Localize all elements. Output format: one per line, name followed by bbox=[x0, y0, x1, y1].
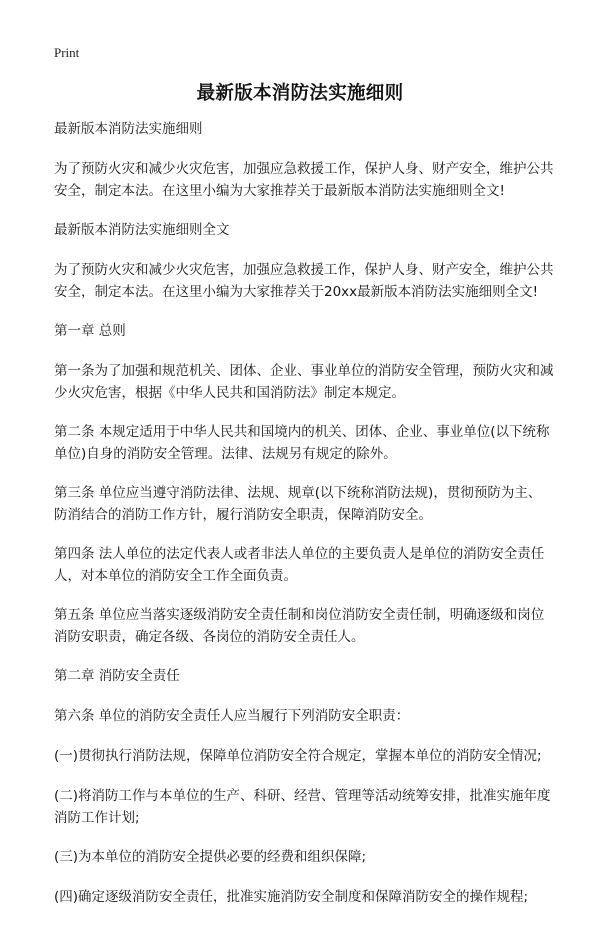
paragraph-intro: 为了预防火灾和减少火灾危害，加强应急救援工作，保护人身、财产安全，维护公共安全，制定本法。在这里小编为大家推荐关于最新版本消防法实施细则全文! bbox=[54, 161, 554, 199]
article-4: 第四条 法人单位的法定代表人或者非法人单位的主要负责人是单位的消防安全责任人，对本单位的消防安全工作全面负责。 bbox=[54, 546, 545, 584]
chapter-2-heading: 第二章 消防安全责任 bbox=[54, 668, 180, 684]
page-title: 最新版本消防法实施细则 bbox=[196, 83, 404, 104]
paragraph-subtitle: 最新版本消防法实施细则 bbox=[54, 121, 203, 137]
article-6-item-4: (四)确定逐级消防安全责任，批准实施消防安全制度和保障消防安全的操作规程; bbox=[54, 889, 529, 905]
article-1: 第一条为了加强和规范机关、团体、企业、事业单位的消防安全管理，预防火灾和减少火灾危害，根据《中华人民共和国消防法》制定本规定。 bbox=[54, 363, 554, 401]
article-2: 第二条 本规定适用于中华人民共和国境内的机关、团体、企业、事业单位(以下统称单位)自身的消防安全管理。法律、法规另有规定的除外。 bbox=[54, 424, 550, 462]
article-5: 第五条 单位应当落实逐级消防安全责任制和岗位消防安全责任制，明确逐级和岗位消防安职责，确定各级、各岗位的消防安全责任人。 bbox=[54, 607, 545, 645]
document-body bbox=[54, 118, 554, 926]
chapter-1-heading: 第一章 总则 bbox=[54, 323, 126, 339]
paragraph-intro-repeat: 为了预防火灾和减少火灾危害，加强应急救援工作，保护人身、财产安全，维护公共安全，制定本法。在这里小编为大家推荐关于20xx最新版本消防法实施细则全文! bbox=[54, 262, 554, 300]
article-6-item-3: (三)为本单位的消防安全提供必要的经费和组织保障; bbox=[54, 849, 367, 865]
article-6: 第六条 单位的消防安全责任人应当履行下列消防安全职责： bbox=[54, 708, 410, 724]
article-6-item-1: (一)贯彻执行消防法规，保障单位消防安全符合规定，掌握本单位的消防安全情况; bbox=[54, 748, 542, 764]
print-link[interactable]: Print bbox=[54, 45, 80, 60]
article-3: 第三条 单位应当遵守消防法律、法规、规章(以下统称消防法规)，贯彻预防为主、防消结合的消防工作方针，履行消防安全职责，保障消防安全。 bbox=[54, 485, 542, 523]
article-6-item-2: (二)将消防工作与本单位的生产、科研、经营、管理等活动统筹安排，批准实施年度消防工作计划; bbox=[54, 788, 551, 826]
paragraph-fulltext-heading: 最新版本消防法实施细则全文 bbox=[54, 222, 230, 238]
